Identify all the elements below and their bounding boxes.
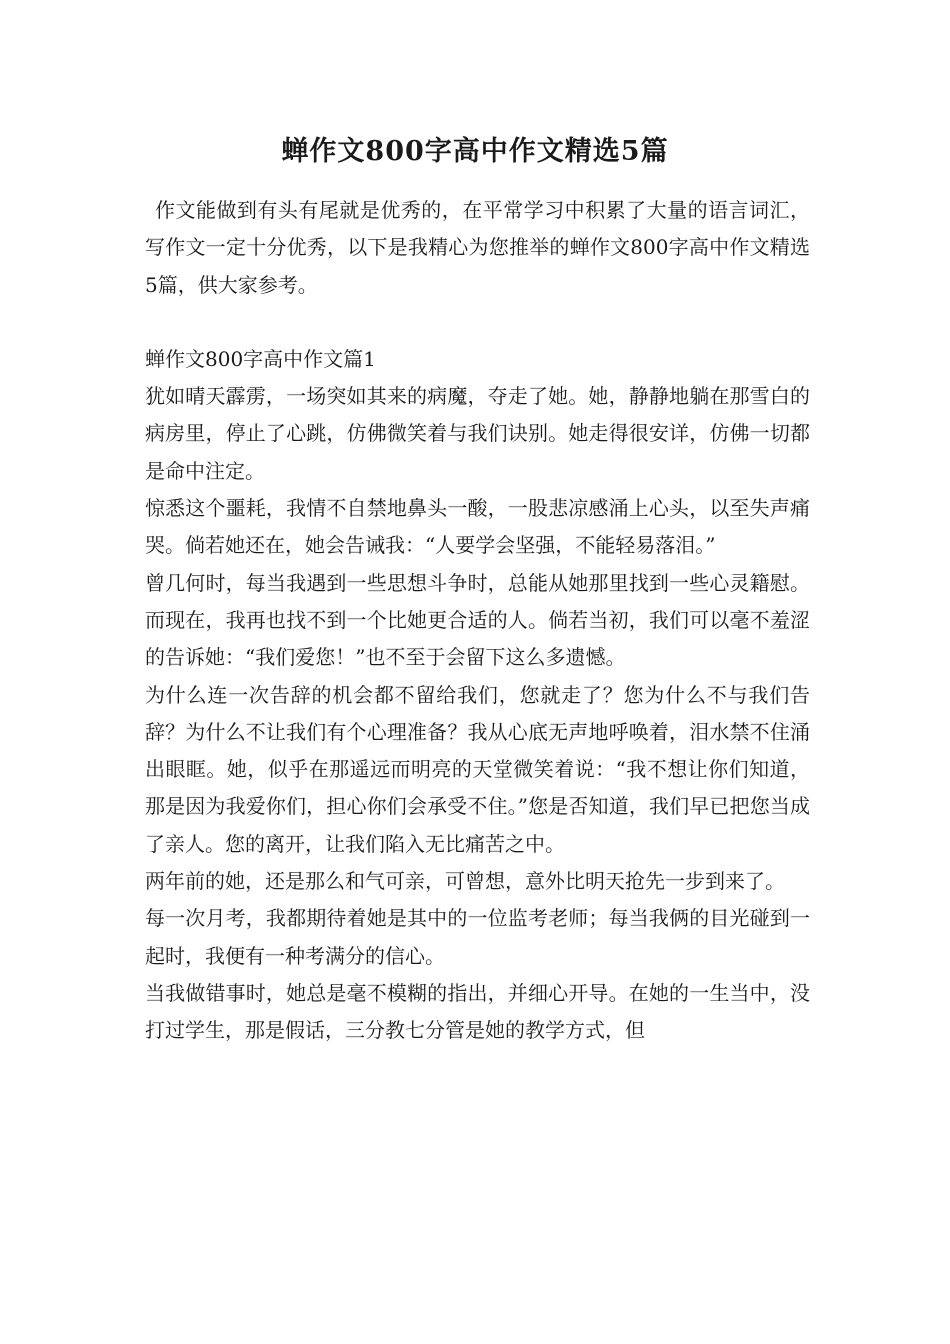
body-paragraph: 当我做错事时，她总是毫不模糊的指出，并细心开导。在她的一生当中，没打过学生，那是假话，三分教七分管是她的教学方式，但 <box>145 980 810 1043</box>
body-paragraph: 犹如晴天霹雳，一场突如其来的病魔，夺走了她。她，静静地躺在那雪白的病房里，停止了心跳，仿佛微笑着与我们诀别。她走得很安详，仿佛一切都是命中注定。 <box>145 384 810 483</box>
body-paragraph: 惊悉这个噩耗，我情不自禁地鼻头一酸，一股悲凉感涌上心头，以至失声痛哭。倘若她还在，她会告诫我：“人要学会坚强，不能轻易落泪。” <box>145 496 810 558</box>
document-title: 蝉作文800字高中作文精选5篇 <box>281 136 669 167</box>
paragraph-spacer <box>145 304 810 341</box>
body-paragraph: 为什么连一次告辞的机会都不留给我们，您就走了？您为什么不与我们告辞？为什么不让我们有个心理准备？我从心底无声地呼唤着，泪水禁不住涌出眼眶。她，似乎在那遥远而明亮的天堂微笑着说：“我不想让你们知道，那是因为我爱你们，担心你们会承受不住。”您是否知道，我们早已把您当成了亲人。您的离开，让我们陷入无比痛苦之中。 <box>145 682 810 856</box>
body-paragraph: 每一次月考，我都期待着她是其中的一位监考老师；每当我俩的目光碰到一起时，我便有一种考满分的信心。 <box>145 906 810 968</box>
body-paragraph: 两年前的她，还是那么和气可亲，可曾想，意外比明天抢先一步到来了。 <box>145 869 785 894</box>
body-paragraph: 曾几何时，每当我遇到一些思想斗争时，总能从她那里找到一些心灵籍慰。而现在，我再也找不到一个比她更合适的人。倘若当初，我们可以毫不羞涩的告诉她：“我们爱您！”也不至于会留下这么多遗憾。 <box>145 570 810 670</box>
intro-paragraph: 作文能做到有头有尾就是优秀的，在平常学习中积累了大量的语言词汇，写作文一定十分优秀，以下是我精心为您推举的蝉作文800字高中作文精选5篇，供大家参考。 <box>145 198 810 297</box>
section-heading: 蝉作文800字高中作文篇1 <box>145 346 376 371</box>
document-body <box>145 192 810 1050</box>
